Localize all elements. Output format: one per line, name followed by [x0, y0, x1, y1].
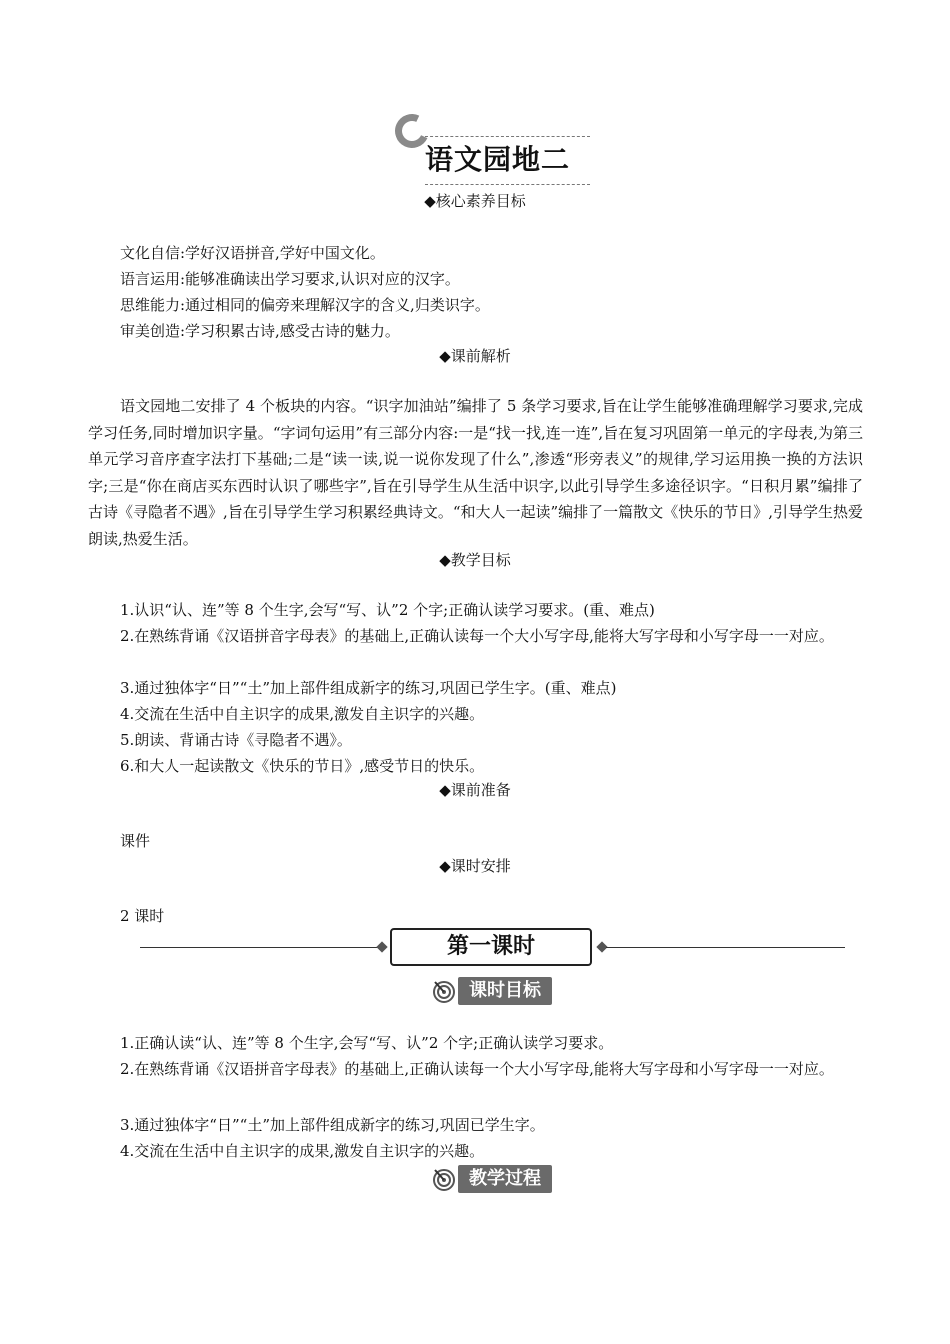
target-icon — [432, 979, 456, 1003]
prep-text: 课件 — [120, 832, 151, 850]
lesson-header — [140, 928, 845, 968]
core-item: 语言运用:能够准确读出学习要求,认识对应的汉字。 — [120, 270, 460, 288]
title-block — [395, 114, 595, 188]
target-icon — [432, 1167, 456, 1191]
goal-item: 5.朗读、背诵古诗《寻隐者不遇》。 — [120, 731, 352, 749]
process-badge — [432, 1165, 552, 1193]
lesson-rule-right — [606, 947, 845, 948]
section-analysis-heading: ◆课前解析 — [439, 347, 511, 365]
section-goals-heading: ◆教学目标 — [439, 551, 511, 569]
process-label: 教学过程 — [458, 1165, 552, 1193]
goal-item: 3.通过独体字“日”“土”加上部件组成新字的练习,巩固已学生字。(重、难点) — [120, 679, 617, 697]
analysis-paragraph: 语文园地二安排了 4 个板块的内容。“识字加油站”编排了 5 条学习要求,旨在让学生能够准确理解学习要求,完成学习任务,同时增加识字量。“字词句运用”有三部分内容:一是“找一找,连一连”,旨在复习巩固第一单元的字母表,为第三单元学习音序查字法打下基础;二是“读一读,说一说你发现了什么”,渗透“形旁表义”的规律,学习运用换一换的方法识字;三是“你在商店买东西时认识了哪些字”,旨在引导学生从生活中识字,以此引导学生多途径识字。“日积月累”编排了古诗《寻隐者不遇》,旨在引导学生学习积累经典诗文。“和大人一起读”编排了一篇散文《快乐的节日》,引导学生热爱朗读,热爱生活。 — [88, 397, 863, 548]
lesson-rule-left — [140, 947, 378, 948]
section-prep-heading: ◆课前准备 — [439, 781, 511, 799]
goal-item: 1.认识“认、连”等 8 个生字,会写“写、认”2 个字;正确认读学习要求。(重、难点) — [120, 601, 655, 619]
lesson-title: 第一课时 — [390, 928, 592, 966]
lesson-rule-left-dot — [376, 941, 387, 952]
section-schedule-heading: ◆课时安排 — [439, 857, 511, 875]
core-item: 审美创造:学习积累古诗,感受古诗的魅力。 — [120, 322, 400, 340]
goal-item: 2.在熟练背诵《汉语拼音字母表》的基础上,正确认读每一个大小写字母,能将大写字母和小写字母一一对应。 — [120, 627, 834, 645]
section-core-heading: ◆核心素养目标 — [424, 192, 526, 210]
lesson-goal-item: 3.通过独体字“日”“土”加上部件组成新字的练习,巩固已学生字。 — [120, 1116, 545, 1134]
goal-item: 6.和大人一起读散文《快乐的节日》,感受节日的快乐。 — [120, 757, 485, 775]
lesson-goals-badge — [432, 977, 552, 1005]
lesson-goal-item: 2.在熟练背诵《汉语拼音字母表》的基础上,正确认读每一个大小写字母,能将大写字母和小写字母一一对应。 — [120, 1060, 834, 1078]
title-top-dash — [425, 136, 590, 137]
lesson-goals-label: 课时目标 — [458, 977, 552, 1005]
page-title: 语文园地二 — [425, 143, 571, 176]
goal-item: 4.交流在生活中自主识字的成果,激发自主识字的兴趣。 — [120, 705, 485, 723]
lesson-goal-item: 1.正确认读“认、连”等 8 个生字,会写“写、认”2 个字;正确认读学习要求。 — [120, 1034, 614, 1052]
schedule-text: 2 课时 — [120, 907, 165, 925]
lesson-goal-item: 4.交流在生活中自主识字的成果,激发自主识字的兴趣。 — [120, 1142, 485, 1160]
core-item: 文化自信:学好汉语拼音,学好中国文化。 — [120, 244, 385, 262]
title-bottom-dash — [425, 184, 590, 185]
core-item: 思维能力:通过相同的偏旁来理解汉字的含义,归类识字。 — [120, 296, 490, 314]
